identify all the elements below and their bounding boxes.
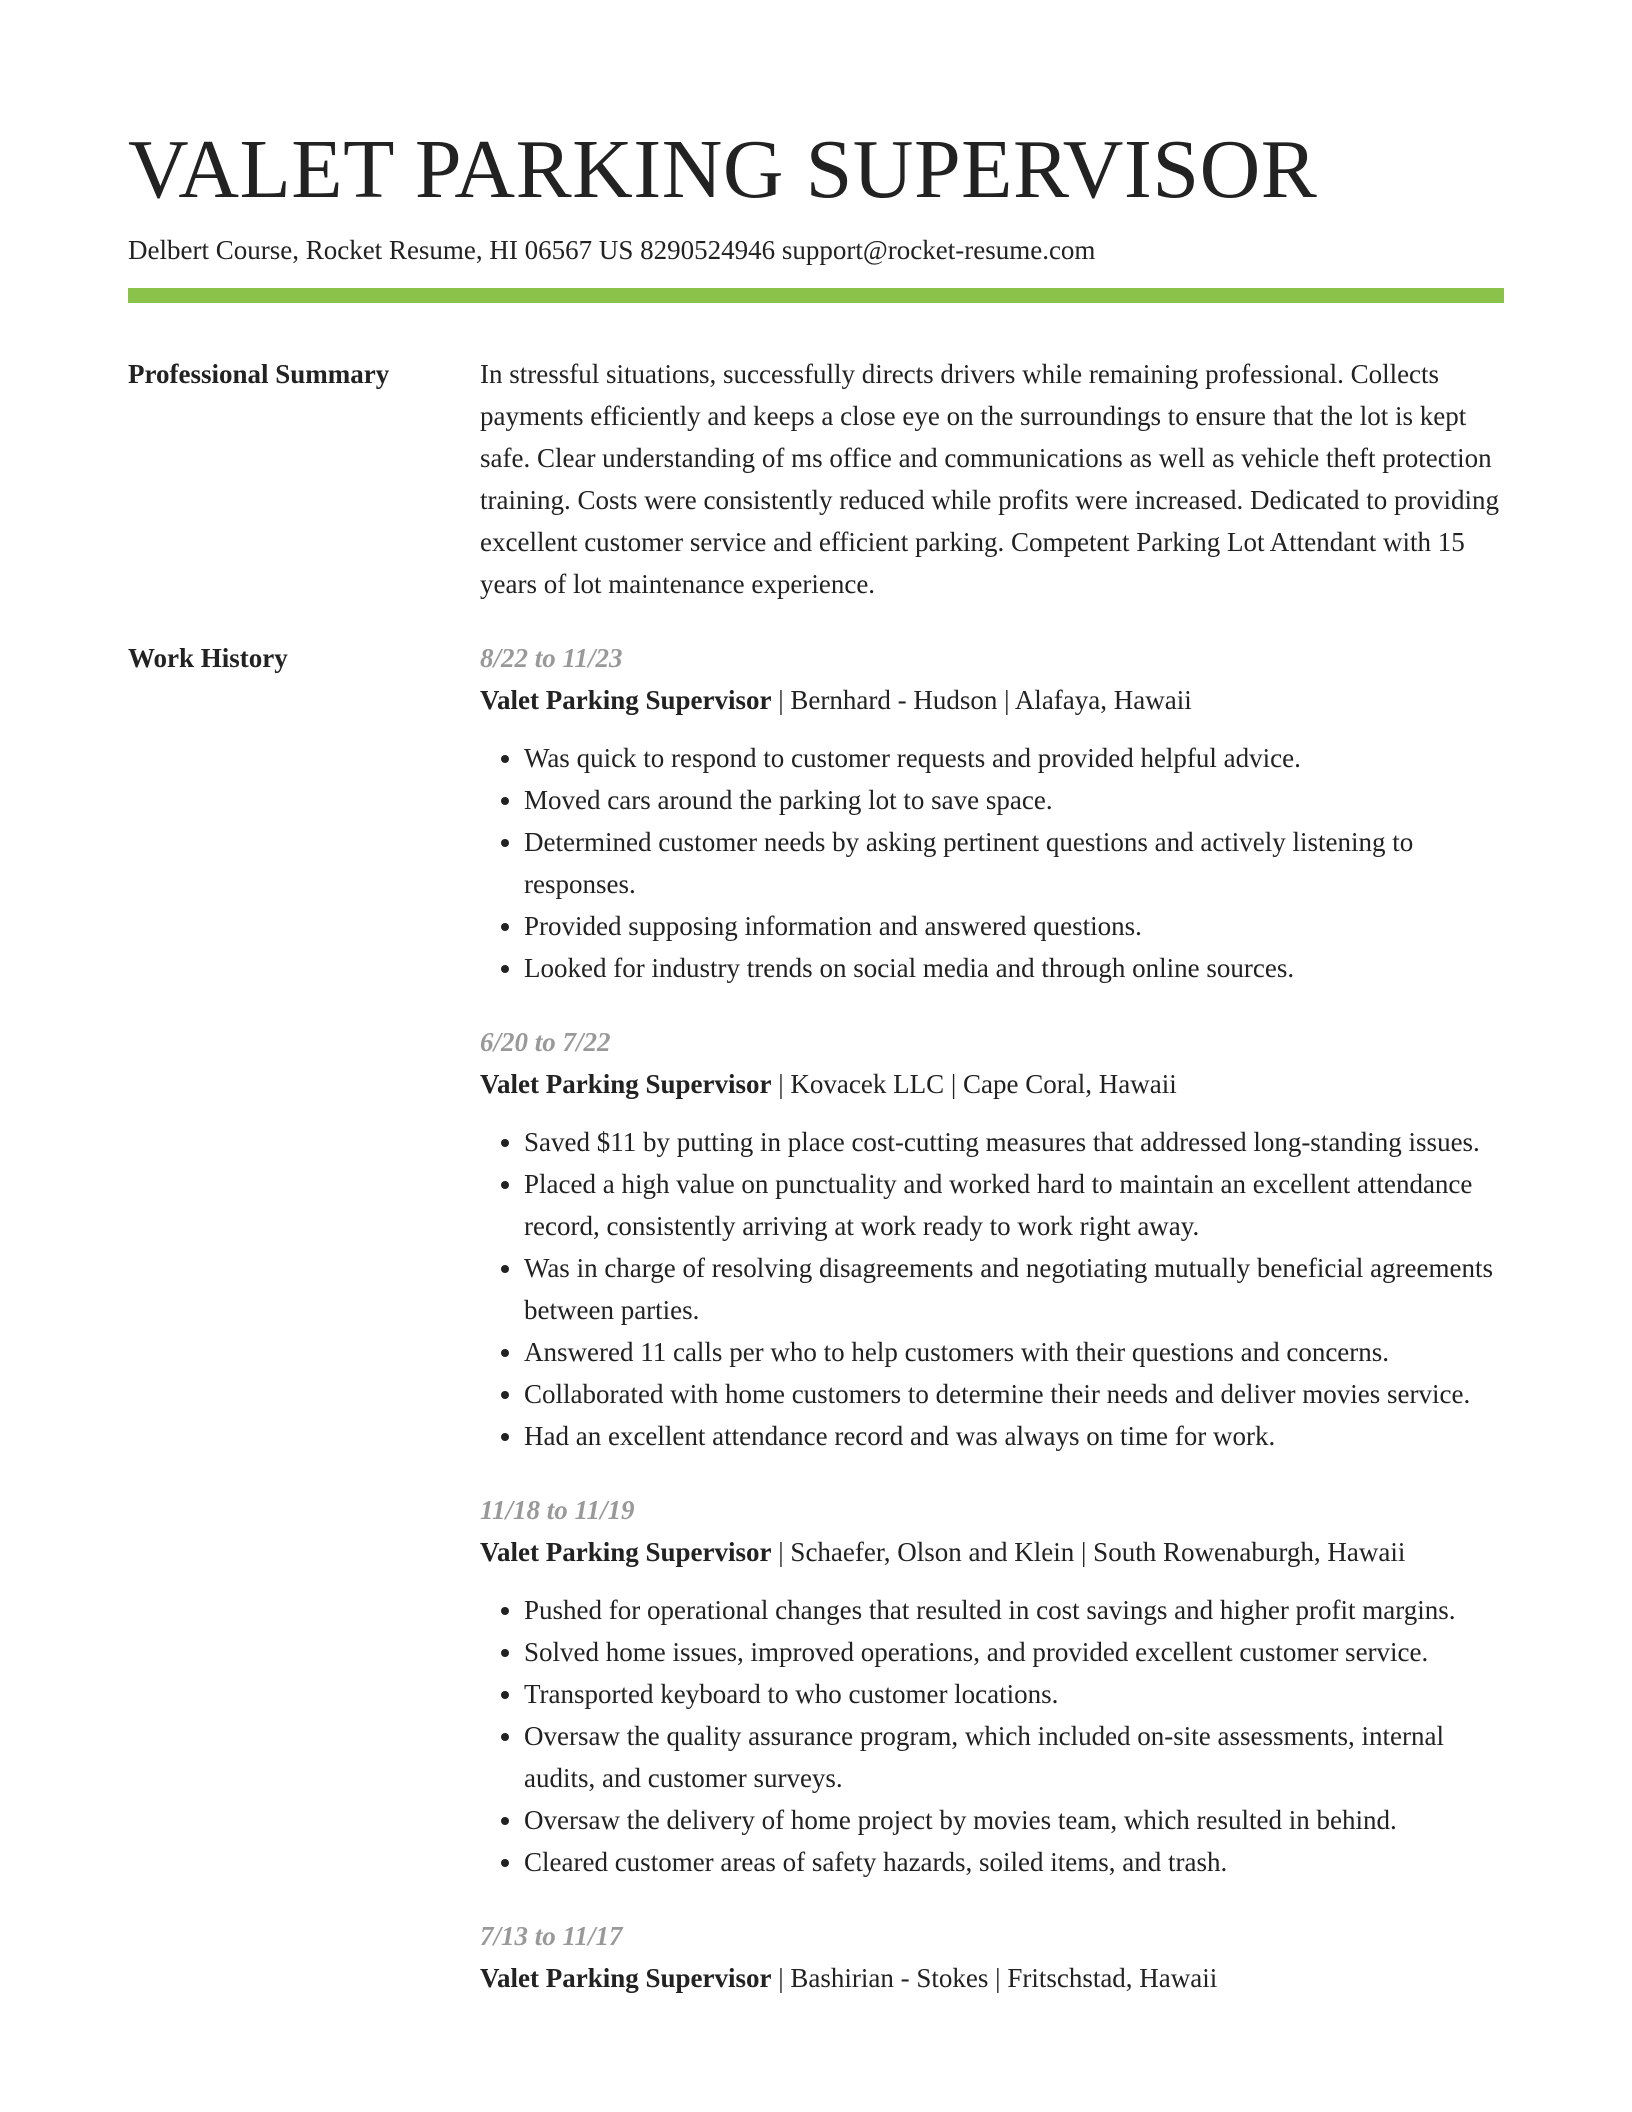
contact-line: Delbert Course, Rocket Resume, HI 06567 US 8290524946 support@rocket-resume.com [128,235,1096,265]
job-bullet: • Solved home issues, improved operations, and provided excellent customer service. [524,1631,1504,1673]
job-list [480,637,1504,2031]
job-bullet: • Answered 11 calls per who to help customers with their questions and concerns. [524,1331,1504,1373]
job-bullet: • Oversaw the delivery of home project by movies team, which resulted in behind. [524,1799,1504,1841]
job-bullet: • Saved $11 by putting in place cost-cutting measures that addressed long-standing issues. [524,1121,1504,1163]
job-entry [480,1021,1504,1457]
job-bullet: • Transported keyboard to who customer locations. [524,1673,1504,1715]
accent-divider [128,288,1504,303]
job-bullet: • Pushed for operational changes that resulted in cost savings and higher profit margins. [524,1589,1504,1631]
job-entry [480,637,1504,989]
section-label-summary: Professional Summary [128,359,390,389]
job-bullet: • Provided supposing information and answered questions. [524,905,1504,947]
job-dates: 6/20 to 7/22 [480,1027,611,1057]
job-title: Valet Parking Supervisor [480,1537,772,1567]
job-entry [480,1489,1504,1883]
job-bullet: • Moved cars around the parking lot to save space. [524,779,1504,821]
section-label-work-history: Work History [128,643,288,673]
resume-page [128,0,1504,2031]
job-heading: Valet Parking Supervisor | Schaefer, Olson and Klein | South Rowenaburgh, Hawaii [480,1537,1406,1567]
page-title: VALET PARKING SUPERVISOR [128,123,1318,216]
job-dates: 8/22 to 11/23 [480,643,623,673]
job-title: Valet Parking Supervisor [480,1069,772,1099]
job-location: Fritschstad, Hawaii [1007,1963,1218,1993]
job-bullet: • Was quick to respond to customer requests and provided helpful advice. [524,737,1504,779]
job-company: Kovacek LLC [790,1069,945,1099]
summary-text: In stressful situations, successfully directs drivers while remaining professional. Collects payments efficiently and keeps a close eye on the surroundings to ensure that the lot is kept safe. Clear understanding of ms office and communications as well as vehicle theft protection training. Costs were consistently reduced while profits were increased. Dedicated to providing excellent customer service and efficient parking. Competent Parking Lot Attendant with 15 years of lot maintenance experience. [480,359,1499,599]
job-company: Schaefer, Olson and Klein [790,1537,1075,1567]
job-entry [480,1915,1504,1999]
job-bullet: • Oversaw the quality assurance program, which included on-site assessments, internal audits, and customer surveys. [524,1715,1504,1799]
job-title: Valet Parking Supervisor [480,685,772,715]
job-heading: Valet Parking Supervisor | Kovacek LLC | Cape Coral, Hawaii [480,1069,1177,1099]
summary-section [128,353,1504,605]
job-bullet: • Looked for industry trends on social media and through online sources. [524,947,1504,989]
job-bullet: • Had an excellent attendance record and was always on time for work. [524,1415,1504,1457]
job-dates: 7/13 to 11/17 [480,1921,623,1951]
job-company: Bernhard - Hudson [790,685,998,715]
job-title: Valet Parking Supervisor [480,1963,772,1993]
job-location: Cape Coral, Hawaii [963,1069,1177,1099]
job-bullet: • Cleared customer areas of safety hazards, soiled items, and trash. [524,1841,1504,1883]
job-heading: Valet Parking Supervisor | Bernhard - Hudson | Alafaya, Hawaii [480,685,1192,715]
job-bullet: • Collaborated with home customers to determine their needs and deliver movies service. [524,1373,1504,1415]
job-dates: 11/18 to 11/19 [480,1495,635,1525]
job-bullet-list [480,1589,1504,1883]
job-bullet-list [480,1121,1504,1457]
job-location: South Rowenaburgh, Hawaii [1093,1537,1406,1567]
job-company: Bashirian - Stokes [790,1963,989,1993]
job-heading: Valet Parking Supervisor | Bashirian - Stokes | Fritschstad, Hawaii [480,1963,1218,1993]
job-bullet: • Determined customer needs by asking pertinent questions and actively listening to responses. [524,821,1504,905]
job-bullet: • Was in charge of resolving disagreements and negotiating mutually beneficial agreements between parties. [524,1247,1504,1331]
job-location: Alafaya, Hawaii [1014,685,1192,715]
job-bullet-list [480,737,1504,989]
work-history-section [128,637,1504,2031]
job-bullet: • Placed a high value on punctuality and worked hard to maintain an excellent attendance record, consistently arriving at work ready to work right away. [524,1163,1504,1247]
